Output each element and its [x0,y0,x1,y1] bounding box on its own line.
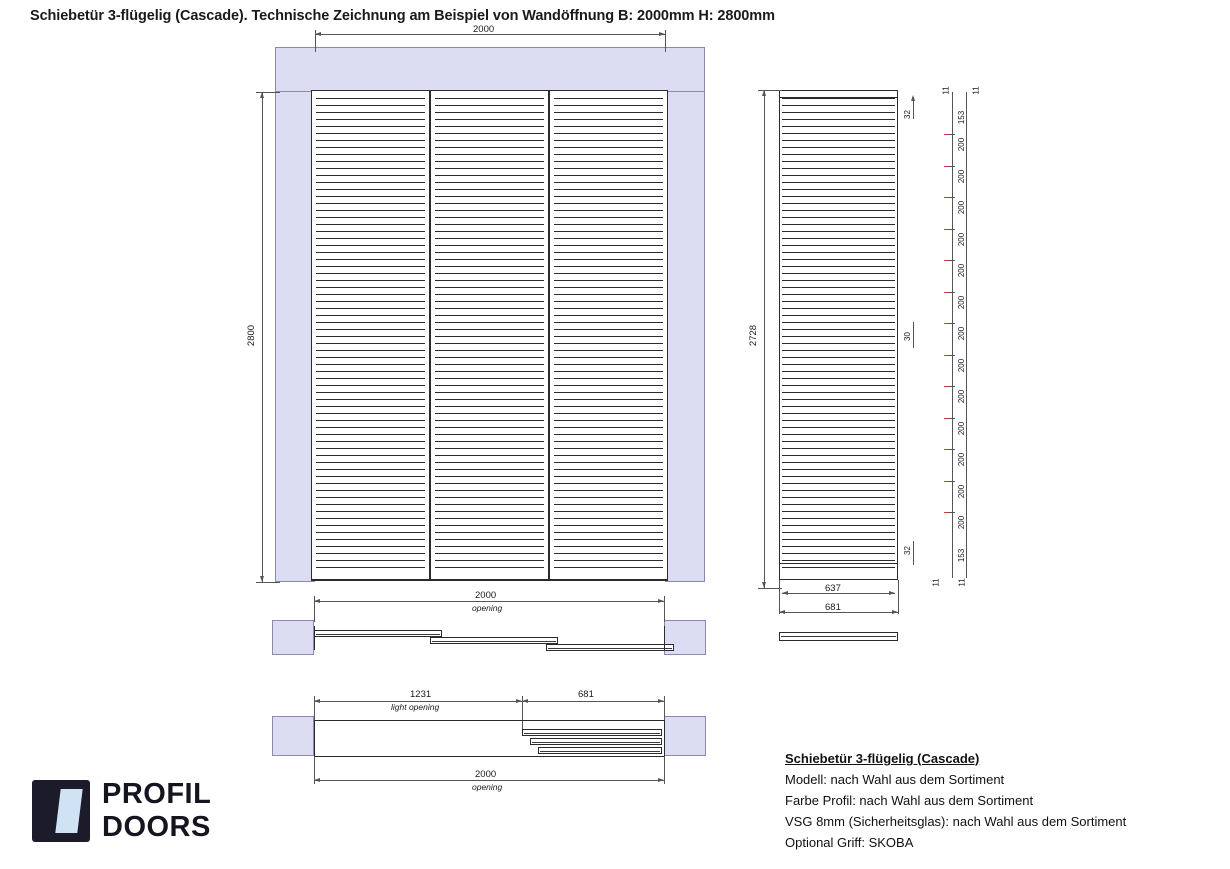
dim-light-opening-sublabel: light opening [391,702,440,712]
slat-marker-icon [944,449,948,450]
dim-plan-bottom-label: 2000 [475,769,497,780]
slat-tick [948,449,955,450]
slat-dimension-label: 200 [957,295,967,309]
dim-front-height-ext-bottom [256,582,280,583]
spec-line-handle: Optional Griff: SKOBA [785,835,914,850]
slat-tick [948,166,955,167]
slat-tick [948,323,955,324]
front-leaf-3-slats [554,98,663,572]
plan-bottom-head-top [314,720,664,721]
dim-leaf-stack-arrow-left [522,699,528,703]
dim-side-height-line [764,90,765,588]
slat-dimension-label: 200 [957,421,967,435]
front-bottom-rail [311,580,668,581]
front-top-rail [311,90,668,91]
slat-marker-icon [944,292,948,293]
dim-plan-top-label: 2000 [475,590,497,601]
wall-header-front [275,47,705,92]
logo-mark-icon [32,780,90,842]
dim-plan-top-line [314,601,664,602]
slat-marker-icon [944,355,948,356]
dim-side-gap-bottom: 32 [902,546,912,555]
page-title: Schiebetür 3-flügelig (Cascade). Technische Zeichnung am Beispiel von Wandöffnung B: 2000mm H: 2800mm [30,8,775,24]
dim-side-gap-top-arrow [911,95,915,101]
slat-tick [948,355,955,356]
profil-doors-logo [32,778,262,850]
dim-side-637-arrow-left [782,591,788,595]
wall-right-plan-bottom [664,716,706,756]
slat-marker-icon [944,166,948,167]
slat-dimension-label: 200 [957,169,967,183]
dim-front-height-label: 2800 [246,324,258,347]
slat-marker-icon [944,418,948,419]
wall-left-plan-top [272,620,314,655]
dim-side-gap-mid: 30 [902,332,912,341]
dim-side-681-ext-right [898,580,899,614]
plan-bottom-leaf-3-core [540,751,660,752]
spec-line-glass: VSG 8mm (Sicherheitsglas): nach Wahl aus dem Sortiment [785,814,1127,829]
slat-marker-icon [944,323,948,324]
side-leaf-slats [782,98,895,572]
dim-plan-bottom-sublabel: opening [472,782,503,792]
dim-side-637-label: 637 [825,583,841,594]
wall-left-plan-bottom [272,716,314,756]
dim-slat-153-bottom: 153 [957,548,967,563]
dim-side-gap-mid-line [913,322,914,348]
dim-side-681-ext-left [779,580,780,614]
slat-dimension-label: 200 [957,515,967,530]
dim-slat-153-top: 153 [957,110,967,125]
dim-plan-top-ext-left [314,596,315,622]
logo-mark-inner-shape [55,789,82,833]
dim-plan-top-sublabel: opening [472,603,503,613]
front-leaf-1-slats [316,98,425,572]
plan-top-jamb-right [664,626,665,650]
logo-text-line2: DOORS [102,811,211,843]
plan-bottom-leaf-1-core [524,733,660,734]
slat-tick [948,134,955,135]
dim-plan-bottom-line [314,780,664,781]
slat-marker-icon [944,260,948,261]
plan-bottom-jamb-left [314,720,315,756]
dim-edge-11-bottom2: 11 [957,578,967,587]
slat-tick [948,481,955,482]
plan-top-leaf-1-core [316,634,440,635]
dim-front-height-line [262,92,263,582]
dim-light-opening-ext-left [314,696,315,720]
specification-block [785,748,1126,853]
dim-plan-top-ext-right [664,596,665,622]
plan-top-jamb-left [314,626,315,650]
dim-edge-11-bottom: 11 [931,578,941,587]
slat-dimension-label: 200 [957,200,967,215]
slat-dimension-label: 200 [957,232,967,246]
side-bottom-rail [779,563,898,564]
slat-dimension-label: 200 [957,389,967,404]
slat-tick [948,197,955,198]
dim-side-height-label: 2728 [748,324,760,347]
dim-plan-bottom-ext-left [314,756,315,784]
plan-bottom-jamb-right [664,720,665,756]
side-plan-strip-inner [781,636,896,637]
plan-bottom-head-bottom [314,756,664,757]
slat-tick [948,386,955,387]
slat-dimension-label: 200 [957,358,967,372]
slat-marker-icon [944,512,948,513]
logo-text [102,778,211,844]
slat-tick [948,229,955,230]
slat-tick [948,418,955,419]
spec-line-model: Modell: nach Wahl aus dem Sortiment [785,772,1005,787]
dim-side-681-label: 681 [825,602,841,613]
dim-front-width-ext-right [665,30,666,52]
slat-dimension-label: 200 [957,137,967,152]
slat-dimension-label: 200 [957,484,967,498]
dim-light-opening-label: 1231 [410,689,432,700]
spec-heading: Schiebetür 3-flügelig (Cascade) [785,751,980,766]
slat-marker-icon [944,481,948,482]
dim-side-gap-top: 32 [902,110,912,119]
spec-line-color: Farbe Profil: nach Wahl aus dem Sortiment [785,793,1034,808]
plan-top-leaf-3-core [548,648,672,649]
dim-side-height-ext-top [758,90,782,91]
plan-top-leaf-2-core [432,641,556,642]
wall-right-front [665,47,705,582]
dim-side-gap-bottom-line [913,541,914,565]
slat-marker-icon [944,229,948,230]
front-leaf-2-slats [435,98,544,572]
dim-front-width-ext-left [315,30,316,52]
dim-front-width-label: 2000 [473,24,495,35]
dim-leaf-stack-label: 681 [578,689,594,700]
dim-plan-bottom-ext-right [664,756,665,784]
dim-side-637-arrow-right [889,591,895,595]
slat-marker-icon [944,386,948,387]
slat-marker-icon [944,197,948,198]
dim-front-height-ext-top [256,92,280,93]
dim-edge-11-top2: 11 [971,86,981,95]
slat-dimension-label: 200 [957,326,967,341]
slat-dimension-label: 200 [957,263,967,278]
side-top-rail [779,97,898,98]
slat-tick [948,260,955,261]
slat-tick [948,512,955,513]
plan-bottom-leaf-2-core [532,742,660,743]
slat-dimension-label: 200 [957,452,967,467]
dim-leaf-stack-line [522,701,664,702]
dim-leaf-stack-ext-right [664,696,665,720]
logo-text-line1: PROFIL [102,778,212,810]
slat-tick [948,292,955,293]
dim-edge-11-top: 11 [941,86,951,95]
slat-marker-icon [944,134,948,135]
wall-left-front [275,47,315,582]
